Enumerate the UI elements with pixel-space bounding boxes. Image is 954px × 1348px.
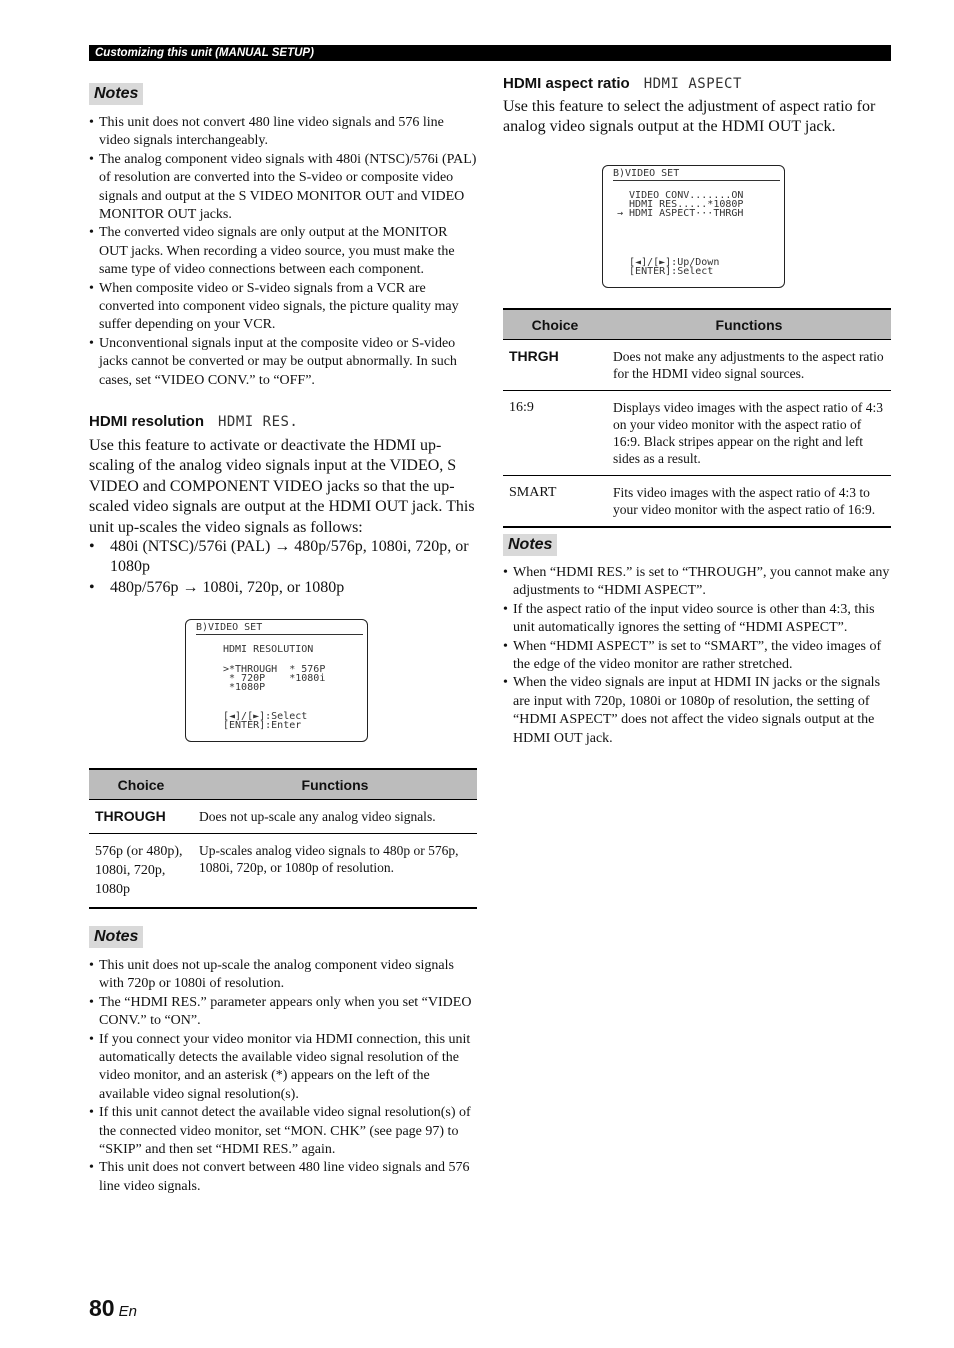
page-number-value: 80 (89, 1295, 115, 1321)
running-title: Customizing this unit (MANUAL SETUP) (95, 47, 314, 59)
table-cell-choice: 16:9 (503, 391, 607, 476)
note-item: • This unit does not convert between 480 line video signals and 576 line video signals. (89, 1159, 477, 1196)
notes-label: Notes (89, 83, 143, 105)
language-code: En (118, 1303, 137, 1320)
osd-line: *1080P (223, 682, 266, 693)
note-item: • This unit does not up-scale the analog component video signals with 720p or 1080i of resolution. (89, 957, 477, 994)
table-cell-function: Displays video images with the aspect ratio of 4:3 on your video monitor with the aspect ratio of 16:9. Black stripes appear on the right and left sides as a result. (607, 391, 891, 476)
table-cell-function: Fits video images with the aspect ratio of 4:3 to your video monitor with the aspect ratio of 16:9. (607, 476, 891, 528)
notes-list-2 (89, 957, 477, 1196)
heading-text: HDMI aspect ratio (503, 75, 630, 92)
table-cell-choice: THROUGH (89, 800, 193, 834)
table-header-choice: Choice (503, 309, 607, 340)
hdmi-aspect-body: Use this feature to select the adjustment of aspect ratio for analog video signals output at the HDMI OUT jack. (503, 98, 876, 136)
hdmi-resolution-body: Use this feature to activate or deactivate the HDMI up-scaling of the analog video signals input at the VIDEO, S VIDEO and COMPONENT VIDEO jacks so that the up-scaled video signals are output at the HDMI OUT jack. This unit up-scales the video signals as follows: (89, 437, 475, 536)
upscale-item: • 480p/576p → 1080i, 720p, or 1080p (89, 578, 477, 598)
notes-label: Notes (89, 926, 143, 948)
table-cell-choice: SMART (503, 476, 607, 528)
hdmi-resolution-heading (89, 412, 298, 432)
note-item: • When composite video or S-video signals from a VCR are converted into component video signals, the picture quality may suffer depending on your VCR. (89, 280, 477, 335)
note-item: • If this unit cannot detect the available video signal resolution(s) of the connected video monitor, set “MON. CHK” (see page 97) to “SKIP” and then set “HDMI RES.” again. (89, 1104, 477, 1159)
table-cell-function: Does not make any adjustments to the aspect ratio for the HDMI video signal sources. (607, 340, 891, 391)
osd-line: [ENTER]:Enter (223, 720, 302, 731)
page-number (89, 1294, 137, 1326)
note-item: • The converted video signals are only output at the MONITOR OUT jacks. When recording a video source, you must make the same type of video connections between each component. (89, 224, 477, 279)
osd-line: [◄]/[►]:Up/Down (617, 257, 720, 268)
osd-line: HDMI RES.....*1080P (617, 199, 744, 210)
lcd-heading-text: HDMI RES. (218, 414, 299, 430)
note-item: • When “HDMI ASPECT” is set to “SMART”, the video images of the edge of the video monitor are rather stretched. (503, 638, 891, 675)
osd-line: → HDMI ASPECT···THRGH (617, 208, 744, 219)
note-item: • This unit does not convert 480 line video signals and 576 line video signals interchangeably. (89, 114, 477, 151)
table-cell-function: Does not up-scale any analog video signals. (193, 800, 477, 834)
osd-line: * 720P *1080i (223, 673, 326, 684)
osd-line: VIDEO CONV.......ON (617, 190, 744, 201)
osd-menu-title: B)VIDEO SET (613, 169, 780, 181)
osd-menu-title: B)VIDEO SET (196, 623, 363, 635)
note-item: • Unconventional signals input at the composite video or S-video jacks cannot be converted or may be output abnormally. In such cases, set “VIDEO CONV.” to “OFF”. (89, 335, 477, 390)
osd-line: [ENTER]:Select (617, 266, 714, 277)
hdmi-res-choice-table (89, 768, 477, 909)
lcd-heading-text: HDMI ASPECT (643, 76, 742, 92)
upscale-list (89, 537, 477, 598)
osd-line: [◄]/[►]:Select (223, 711, 308, 722)
hdmi-aspect-heading (503, 74, 742, 94)
table-cell-choice: 576p (or 480p), 1080i, 720p, 1080p (89, 834, 193, 909)
table-header-functions: Functions (607, 309, 891, 340)
notes-label: Notes (503, 534, 557, 556)
hdmi-aspect-choice-table (503, 308, 891, 528)
table-cell-function: Up-scales analog video signals to 480p or 576p, 1080i, 720p, or 1080p of resolution. (193, 834, 477, 909)
heading-text: HDMI resolution (89, 413, 204, 430)
running-header (89, 45, 891, 61)
note-item: • If you connect your video monitor via HDMI connection, this unit automatically detects the available video signal resolution of the video monitor, and an asterisk (*) appears on the left of the available video signal resolution(s). (89, 1031, 477, 1105)
hdmi-aspect-osd-screen (602, 165, 785, 288)
note-item: • When the video signals are input at HDMI IN jacks or the signals are input with 720p, 1080i or 1080p of resolution, the setting of “HDMI ASPECT” does not affect the video signals output at the HDMI OUT jack. (503, 674, 891, 748)
table-cell-choice: THRGH (503, 340, 607, 391)
osd-line: HDMI RESOLUTION (223, 644, 314, 655)
notes-list-3 (503, 564, 891, 748)
note-item: • The “HDMI RES.” parameter appears only when you set “VIDEO CONV.” to “ON”. (89, 994, 477, 1031)
note-item: • When “HDMI RES.” is set to “THROUGH”, you cannot make any adjustments to “HDMI ASPECT”. (503, 564, 891, 601)
hdmi-res-osd-screen (185, 619, 368, 742)
notes-list-1 (89, 114, 477, 390)
table-header-choice: Choice (89, 769, 193, 800)
upscale-item: • 480i (NTSC)/576i (PAL) → 480p/576p, 1080i, 720p, or 1080p (89, 537, 477, 578)
note-item: • The analog component video signals with 480i (NTSC)/576i (PAL) of resolution are converted into the S-video or composite video signals and output at the S VIDEO MONITOR OUT and VIDEO MONITOR OUT jacks. (89, 151, 477, 225)
osd-line: >*THROUGH * 576P (223, 664, 326, 675)
note-item: • If the aspect ratio of the input video source is other than 4:3, this unit automatically ignores the setting of “HDMI ASPECT”. (503, 601, 891, 638)
table-header-functions: Functions (193, 769, 477, 800)
